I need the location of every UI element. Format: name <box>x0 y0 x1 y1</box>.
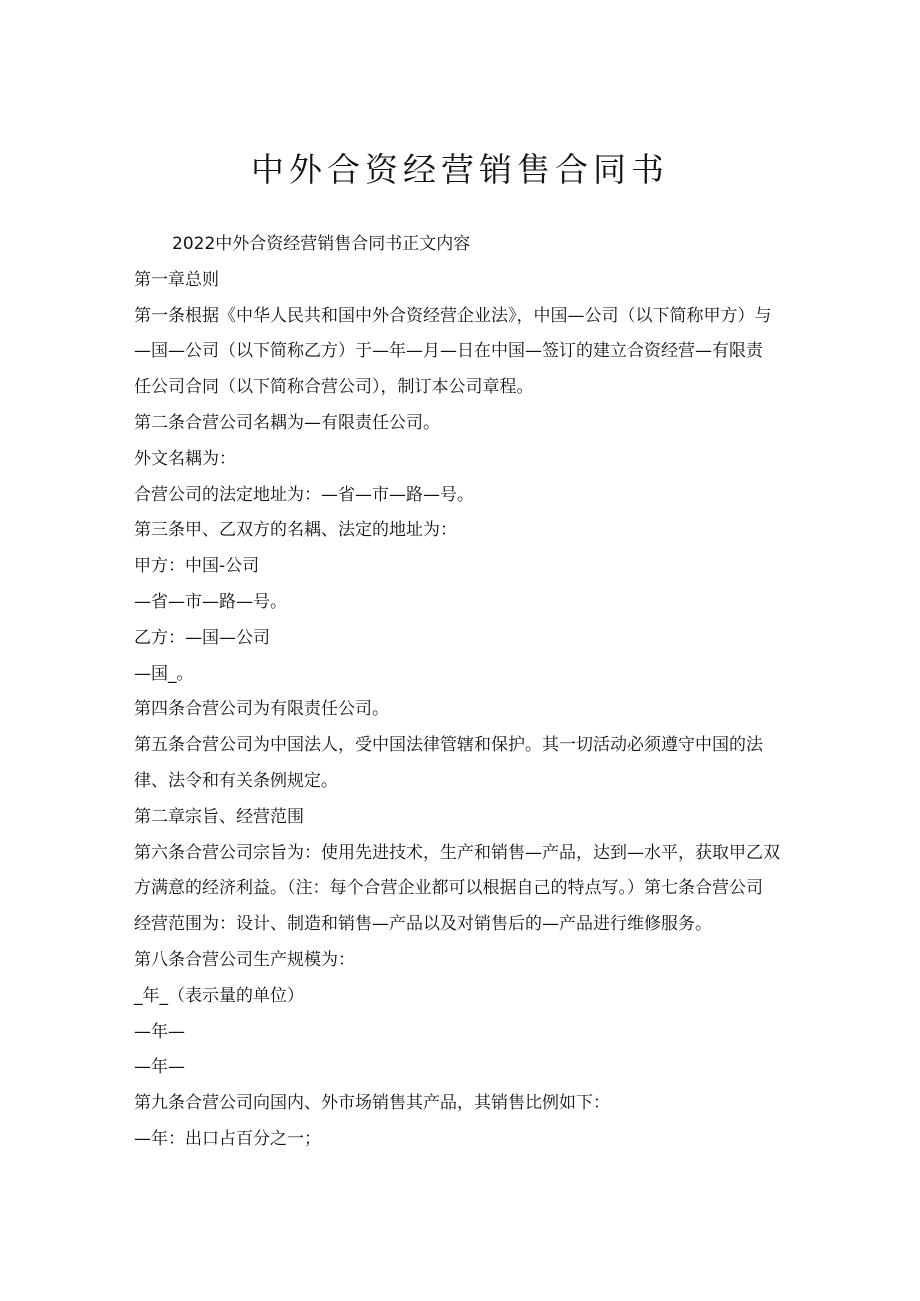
paragraph-line: 第六条合营公司宗旨为：使用先进技术，生产和销售—产品，达到—水平，获取甲乙双 <box>134 842 780 863</box>
document-title: 中外合资经营销售合同书 <box>251 150 669 189</box>
paragraph-line: 方满意的经济利益。（注：每个合营企业都可以根据自己的特点写。）第七条合营公司 <box>134 878 763 899</box>
paragraph-line: —年：出口占百分之一； <box>134 1128 321 1149</box>
intro-line: 2022中外合资经营销售合同书正文内容 <box>172 234 471 254</box>
paragraph-line: 第九条合营公司向国内、外市场销售其产品，其销售比例如下： <box>134 1093 610 1114</box>
paragraph-line: 第五条合营公司为中国法人，受中国法律管辖和保护。其一切活动必须遵守中国的法 <box>134 735 763 756</box>
paragraph-line: 外文名耦为： <box>134 448 236 469</box>
document-body <box>134 227 790 1158</box>
paragraph-line: 经营范围为：设计、制造和销售—产品以及对销售后的—产品进行维修服务。 <box>134 914 712 935</box>
paragraph-line: 第一条根据《中华人民共和国中外合资经营企业法》，中国—公司（以下简称甲方）与 <box>134 305 772 326</box>
paragraph-line: 第八条合营公司生产规模为： <box>134 949 355 970</box>
paragraph-line: _年_（表示量的单位） <box>134 985 304 1006</box>
paragraph-line: 合营公司的法定地址为：—省—市—路—号。 <box>134 484 474 505</box>
paragraph-line: 乙方：—国—公司 <box>134 627 270 648</box>
paragraph-line: 第三条甲、乙双方的名耦、法定的地址为： <box>134 520 457 541</box>
paragraph-line: 第四条合营公司为有限责任公司。 <box>134 699 389 720</box>
paragraph-line: —年— <box>134 1021 185 1042</box>
paragraph-line: —省—市—路—号。 <box>134 591 287 612</box>
paragraph-line: 第二条合营公司名耦为—有限责任公司。 <box>134 412 440 433</box>
chapter-heading: 第一章总则 <box>134 269 219 290</box>
paragraph-line: —国_。 <box>134 663 194 684</box>
paragraph-line: 甲方：中国-公司 <box>134 556 260 577</box>
paragraph-line: 律、法令和有关条例规定。 <box>134 770 338 791</box>
paragraph-line: —国—公司（以下简称乙方）于—年—月—日在中国—签订的建立合资经营—有限责 <box>134 341 763 362</box>
paragraph-line: 任公司合同（以下简称合营公司），制订本公司章程。 <box>134 377 534 398</box>
chapter-heading: 第二章宗旨、经营范围 <box>134 806 304 827</box>
paragraph-line: —年— <box>134 1057 185 1078</box>
